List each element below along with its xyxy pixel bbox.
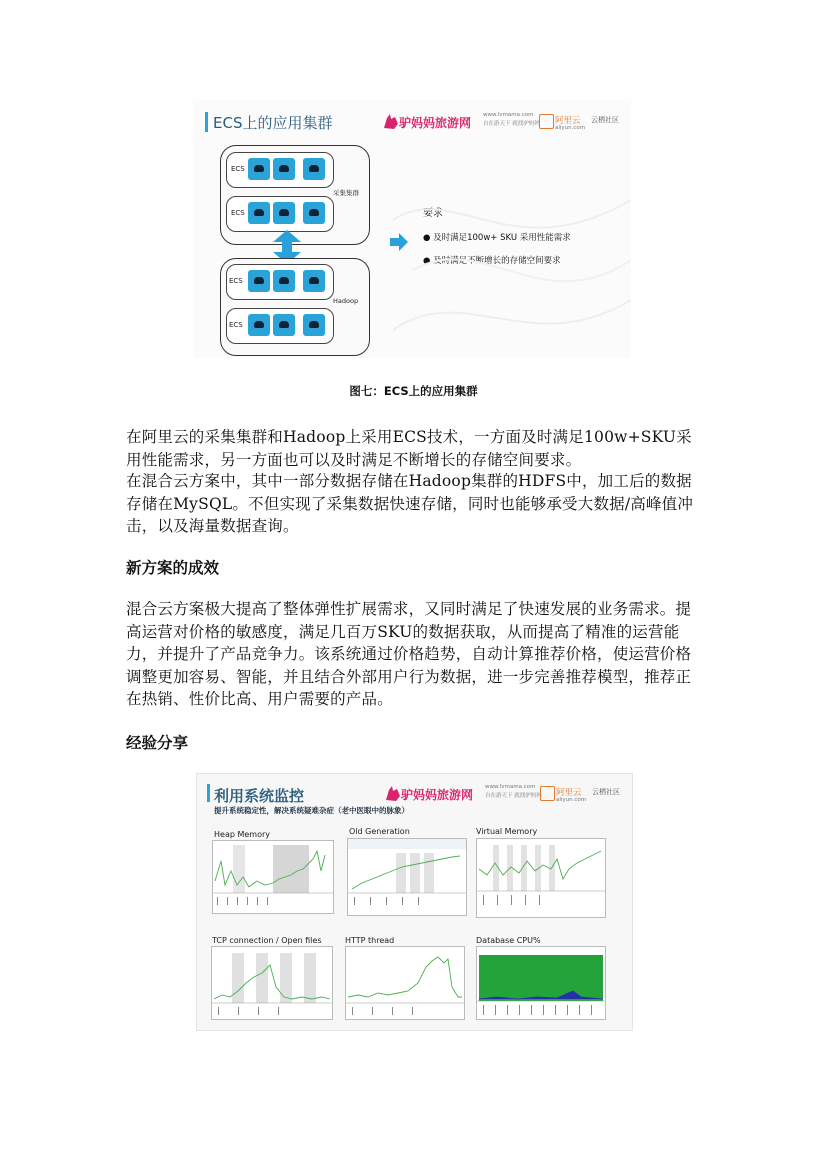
tcp-connection-chart: [211, 946, 333, 1020]
server-icon: [303, 158, 325, 180]
requirement-item: ● 及时满足100w+ SKU 采用性能需求: [423, 233, 571, 243]
aliyun-sub-text: 云栖社区: [591, 116, 619, 124]
server-icon: [248, 202, 270, 224]
title-accent-bar: [205, 112, 208, 132]
paragraph: 在混合云方案中，其中一部分数据存储在Hadoop集群的HDFS中，加工后的数据存储在MySQL。不但实现了采集数据快速存储，同时也能够承受大数据/高峰值冲击，以及海量数据查询。: [126, 472, 694, 535]
panel-title: Heap Memory: [214, 830, 270, 839]
row-label: ECS: [231, 209, 245, 217]
paragraph: 在阿里云的采集集群和Hadoop上采用ECS技术，一方面及时满足100w+SKU采用性能需求，另一方面也可以及时满足不断增长的存储空间要求。: [126, 428, 692, 469]
server-icon: [273, 270, 295, 292]
server-icon: [248, 314, 270, 336]
row-label: ECS: [229, 277, 243, 285]
panel-title: HTTP thread: [345, 936, 395, 945]
server-icon: [273, 158, 295, 180]
logo-tagline: 自在游天下 就找驴妈妈: [483, 121, 540, 127]
slide-title: ECS上的应用集群: [213, 114, 333, 132]
cluster-label: Hadoop: [333, 297, 359, 305]
figure-ecs-cluster: [193, 100, 631, 358]
panel-title: Database CPU%: [476, 936, 541, 945]
aliyun-logo-text: 阿里云: [556, 788, 582, 798]
server-icon: [248, 158, 270, 180]
slide-subtitle: 提升系统稳定性，解决系统疑难杂症（老中医眼中的脉象）: [214, 806, 409, 815]
http-thread-chart: [345, 946, 465, 1020]
heap-memory-chart: [212, 840, 334, 914]
server-icon: [248, 270, 270, 292]
cluster-label: 采集集群: [333, 189, 359, 197]
title-accent-bar: [207, 784, 210, 802]
figure-monitoring: [196, 773, 633, 1031]
server-icon: [303, 202, 325, 224]
aliyun-sub-text: 云栖社区: [592, 788, 620, 796]
slide-title: 利用系统监控: [214, 787, 305, 805]
panel-title: TCP connection / Open files: [212, 936, 322, 945]
aliyun-url: aliyun.com: [555, 125, 586, 131]
logo-brand: 驴妈妈旅游网: [399, 116, 472, 130]
section-heading: 新方案的成效: [126, 559, 220, 577]
aliyun-url: aliyun.com: [556, 797, 587, 803]
requirement-item: ● 及时满足不断增长的存储空间要求: [423, 256, 561, 266]
server-icon: [303, 314, 325, 336]
panel-title: Old Generation: [349, 827, 410, 836]
server-icon: [273, 202, 295, 224]
row-label: ECS: [231, 165, 245, 173]
figure-caption: 图七：ECS上的应用集群: [349, 384, 478, 398]
panel-title: Virtual Memory: [476, 827, 538, 836]
server-icon: [303, 270, 325, 292]
donkey-icon: [383, 784, 403, 804]
logo-brand: 驴妈妈旅游网: [401, 788, 474, 802]
old-generation-chart: [347, 838, 467, 916]
server-icon: [273, 314, 295, 336]
aliyun-icon: [539, 114, 554, 129]
aliyun-logo-text: 阿里云: [555, 116, 581, 126]
logo-url: www.lvmama.com: [483, 112, 534, 118]
logo-url: www.lvmama.com: [485, 784, 536, 790]
decorative-curves: [393, 160, 631, 358]
logo-tagline: 自在游天下 就找驴妈妈: [485, 793, 542, 799]
aliyun-icon: [540, 786, 555, 801]
requirements-title: 要求: [423, 208, 443, 219]
paragraph: 混合云方案极大提高了整体弹性扩展需求，又同时满足了快速发展的业务需求。提高运营对价格的敏感度，满足几百万SKU的数据获取，从而提高了精准的运营能力，并提升了产品竞争力。该系统通过价格趋势，自动计算推荐价格，使运营价格调整更加容易、智能，并且结合外部用户行为数据，进一步完善推荐模型，推荐正在热销、性价比高、用户需要的产品。: [126, 600, 692, 708]
section-heading: 经验分享: [126, 734, 189, 752]
donkey-icon: [381, 112, 401, 132]
virtual-memory-chart: [476, 838, 606, 918]
row-label: ECS: [229, 321, 243, 329]
database-cpu-chart: [476, 946, 606, 1020]
